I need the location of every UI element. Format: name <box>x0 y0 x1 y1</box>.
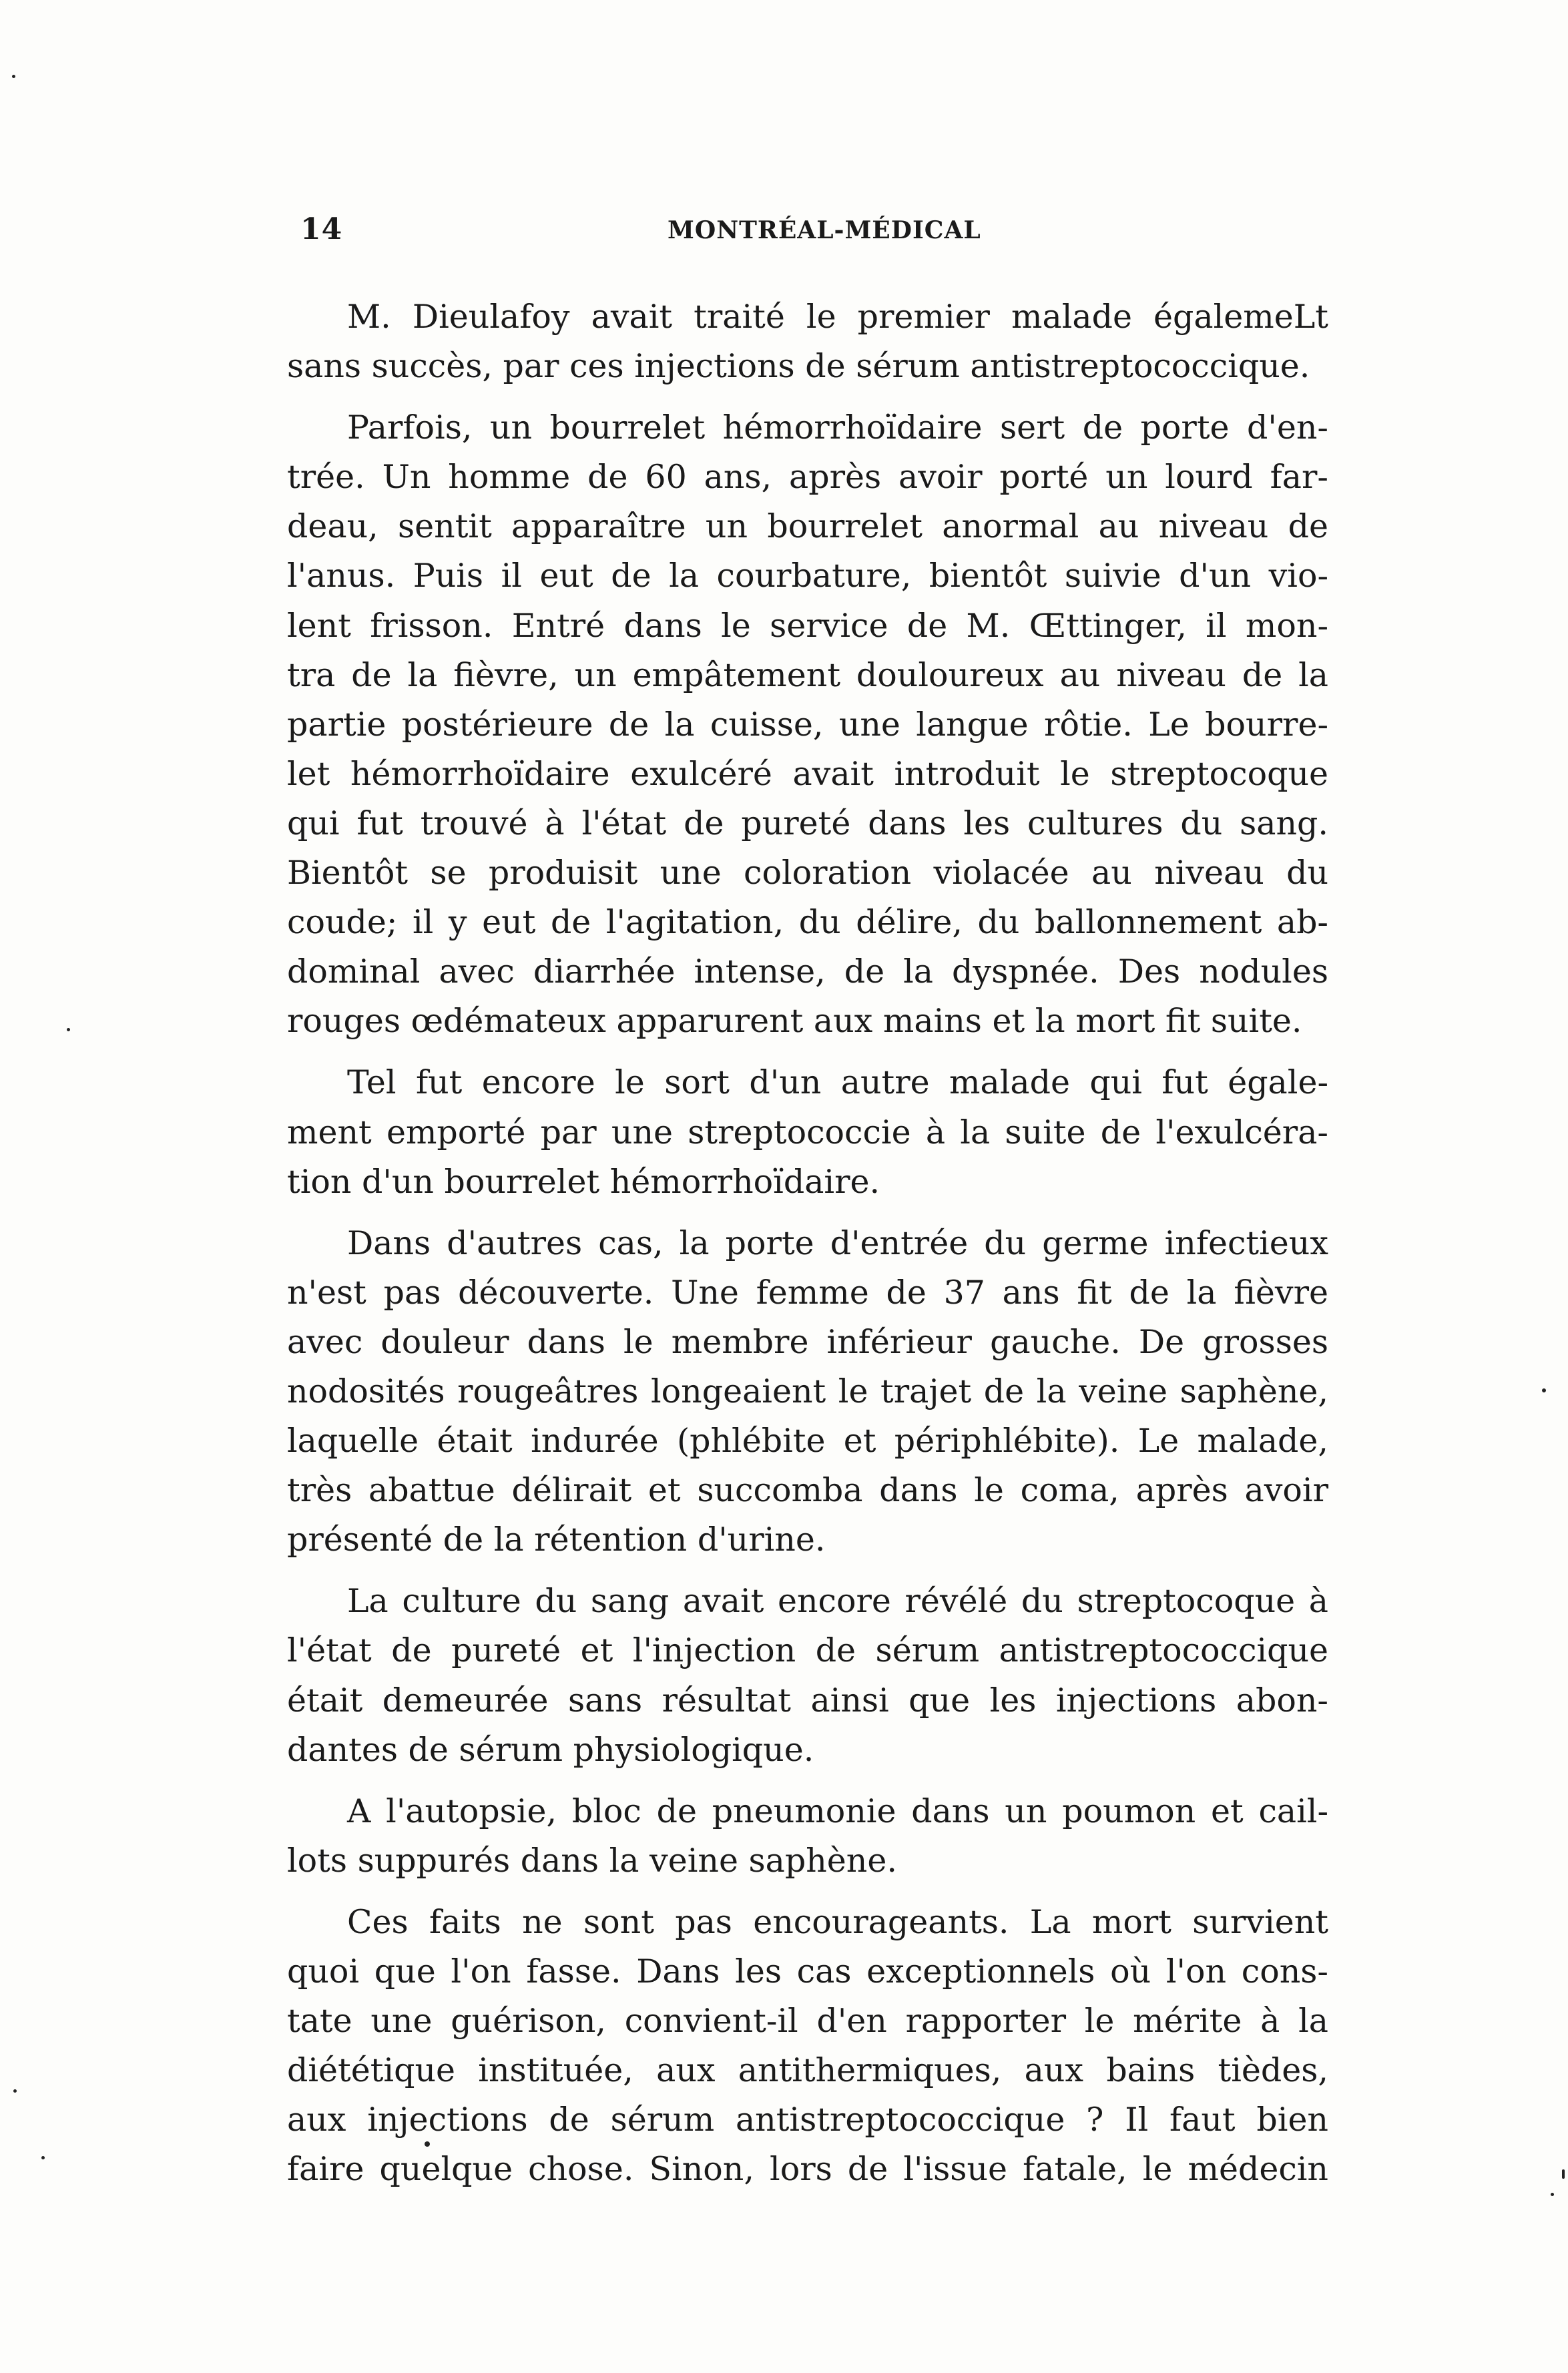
paragraph-gap <box>287 1207 1328 1219</box>
page-number: 14 <box>300 212 343 246</box>
paragraph <box>287 1219 1328 1565</box>
body-text <box>287 292 1328 2194</box>
scan-speck <box>425 2141 430 2147</box>
text-line: quoi que l'on fasse. Dans les cas exceptionnels où l'on cons- <box>287 1952 1328 1991</box>
text-line: tra de la fièvre, un empâtement douloureux au niveau de la <box>287 655 1328 694</box>
paragraph <box>287 292 1328 391</box>
scan-speck <box>12 75 15 78</box>
text-line: Bientôt se produisit une coloration violacée au niveau du <box>287 854 1328 892</box>
scan-speck <box>1542 1388 1546 1392</box>
text-line: deau, sentit apparaître un bourrelet anormal au niveau de <box>287 507 1328 546</box>
scan-speck <box>13 2089 17 2093</box>
text-line: avec douleur dans le membre inférieur gauche. De grosses <box>287 1322 1328 1361</box>
paragraph-gap <box>287 1565 1328 1577</box>
text-line: très abattue délirait et succomba dans le coma, après avoir <box>287 1471 1328 1510</box>
text-line: aux injections de sérum antistreptococcique ? Il faut bien <box>287 2101 1328 2139</box>
text-line: tate une guérison, convient-il d'en rapporter le mérite à la <box>287 2002 1328 2041</box>
text-line: sans succès, par ces injections de sérum antistreptococcique. <box>287 347 1310 386</box>
text-line: M. Dieulafoy avait traité le premier malade égalemeLt <box>347 298 1328 336</box>
running-head: MONTRÉAL-MÉDICAL <box>668 216 981 244</box>
text-line: l'anus. Puis il eut de la courbature, bientôt suivie d'un vio- <box>287 557 1328 595</box>
paragraph <box>287 1577 1328 1774</box>
text-line: trée. Un homme de 60 ans, après avoir porté un lourd far- <box>287 458 1328 497</box>
paragraph <box>287 1058 1328 1206</box>
text-line: let hémorrhoïdaire exulcéré avait introduit le streptocoque <box>287 754 1328 793</box>
text-line: lots suppurés dans la veine saphène. <box>287 1841 897 1880</box>
text-line: nodosités rougeâtres longeaient le trajet de la veine saphène, <box>287 1372 1328 1410</box>
paragraph-gap <box>287 1046 1328 1058</box>
scan-speck <box>1551 2193 1554 2196</box>
text-line: partie postérieure de la cuisse, une langue rôtie. Le bourre- <box>287 705 1328 744</box>
text-line: coude; il y eut de l'agitation, du délire, du ballonnement ab- <box>287 903 1328 942</box>
text-line: Dans d'autres cas, la porte d'entrée du germe infectieux <box>347 1224 1328 1262</box>
scan-speck <box>41 2156 45 2159</box>
paragraph <box>287 403 1328 1046</box>
paragraph-gap <box>287 391 1328 403</box>
paragraph <box>287 1898 1328 2195</box>
text-line: laquelle était indurée (phlébite et périphlébite). Le malade, <box>287 1422 1328 1461</box>
text-line: tion d'un bourrelet hémorrhoïdaire. <box>287 1162 880 1201</box>
page-header <box>300 212 1302 252</box>
text-line: lent frisson. Entré dans le service de M. Œttinger, il mon- <box>287 606 1328 645</box>
text-line: l'état de pureté et l'injection de sérum antistreptococcique <box>287 1631 1328 1670</box>
paragraph <box>287 1787 1328 1886</box>
text-line: A l'autopsie, bloc de pneumonie dans un poumon et cail- <box>347 1792 1328 1830</box>
paragraph-gap <box>287 1886 1328 1898</box>
text-line: Tel fut encore le sort d'un autre malade qui fut égale- <box>347 1063 1328 1102</box>
text-line: dominal avec diarrhée intense, de la dyspnée. Des nodules <box>287 953 1328 991</box>
text-line: n'est pas découverte. Une femme de 37 ans fit de la fièvre <box>287 1273 1328 1312</box>
text-line: ment emporté par une streptococcie à la suite de l'exulcéra- <box>287 1113 1328 1151</box>
text-line: Parfois, un bourrelet hémorrhoïdaire sert de porte d'en- <box>347 409 1328 447</box>
text-line: rouges œdémateux apparurent aux mains et la mort fit suite. <box>287 1002 1302 1041</box>
text-line: qui fut trouvé à l'état de pureté dans les cultures du sang. <box>287 804 1328 842</box>
paragraph-gap <box>287 1775 1328 1787</box>
text-line: était demeurée sans résultat ainsi que les injections abon- <box>287 1681 1328 1720</box>
text-line: La culture du sang avait encore révélé du streptocoque à <box>347 1582 1328 1621</box>
text-line: dantes de sérum physiologique. <box>287 1730 814 1769</box>
scan-speck <box>67 1028 70 1031</box>
text-line: diététique instituée, aux antithermiques, aux bains tièdes, <box>287 2051 1328 2090</box>
text-line: présenté de la rétention d'urine. <box>287 1521 826 1559</box>
text-line: faire quelque chose. Sinon, lors de l'issue fatale, le médecin <box>287 2150 1328 2189</box>
text-line: Ces faits ne sont pas encourageants. La mort survient <box>347 1902 1328 1941</box>
scan-speck <box>1562 2169 1565 2179</box>
